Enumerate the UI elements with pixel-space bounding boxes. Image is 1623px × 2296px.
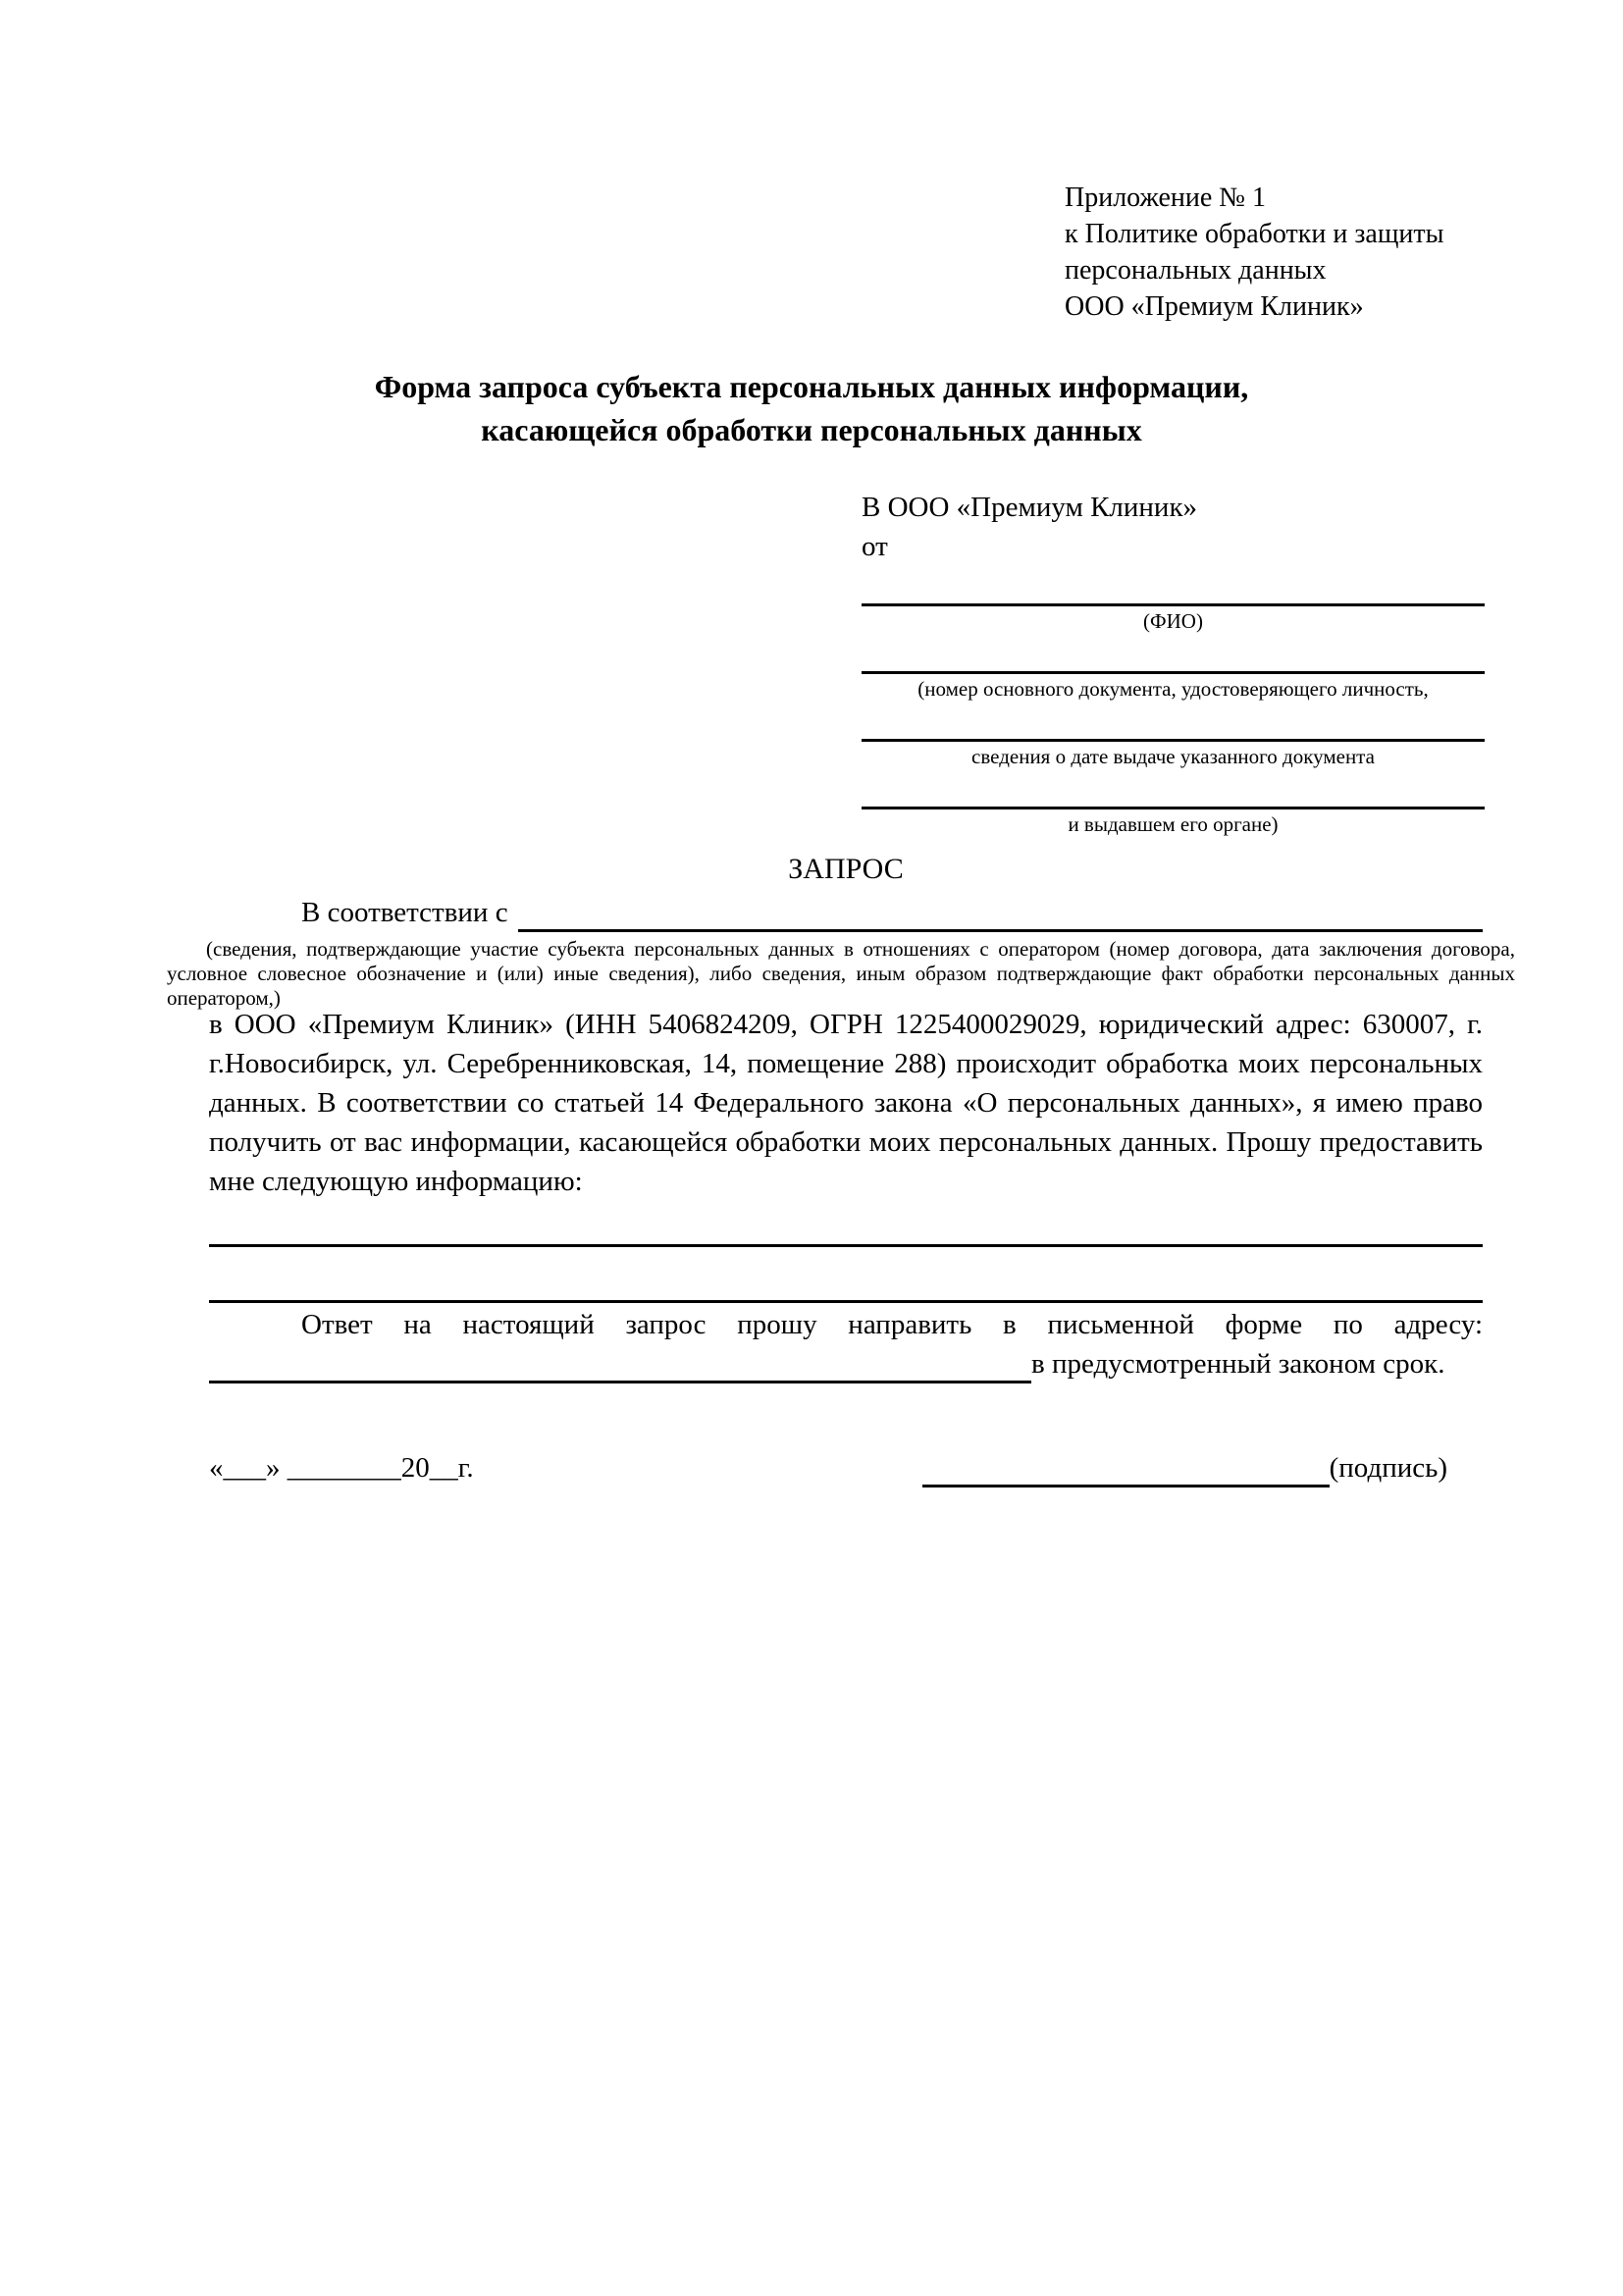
document-title (0, 365, 1623, 451)
intro-label: В соответствии с (301, 897, 508, 928)
reply-address-row (209, 1344, 1483, 1383)
issuing-authority-caption: и выдавшем его органе) (1068, 812, 1279, 836)
document-title-line-1: Форма запроса субъекта персональных данных информации, (374, 369, 1249, 404)
issuing-authority-field (862, 807, 1485, 837)
appendix-line-3: персональных данных (1065, 255, 1327, 286)
intro-fill-line (518, 894, 1483, 932)
issue-date-field (862, 739, 1485, 769)
info-blank-line-2 (209, 1300, 1483, 1303)
appendix-line-4: ООО «Премиум Клиник» (1065, 291, 1364, 322)
reply-tail: в предусмотренный законом срок. (1031, 1348, 1445, 1380)
reply-paragraph (209, 1305, 1483, 1383)
reply-line: Ответ на настоящий запрос прошу направить в письменной форме по адресу: (301, 1309, 1483, 1340)
id-document-caption: (номер основного документа, удостоверяющего личность, (917, 677, 1429, 701)
request-heading: ЗАПРОС (788, 853, 904, 885)
addressee-to: В ООО «Премиум Клиник» (862, 492, 1198, 523)
fio-field (862, 603, 1485, 634)
address-fill-line (209, 1345, 1031, 1383)
body-paragraph: в ООО «Премиум Клиник» (ИНН 5406824209, ОГРН 1225400029029, юридический адрес: 630007, г. г.Новосибирск, ул. Серебренниковская, 14, помещение 288) происходит обработка моих персональных данных. В соответствии со статьей 14 Федерального закона «О персональных данных», я имею право получить от вас информации, касающейся обработки моих персональных данных. Прошу предоставить мне следующую информацию: (209, 1009, 1483, 1197)
info-blank-line-1 (209, 1244, 1483, 1247)
addressee-from-label: от (862, 531, 888, 562)
signature-fill-line (922, 1449, 1330, 1487)
appendix-line-1: Приложение № 1 (1065, 183, 1266, 213)
intro-line (209, 893, 1483, 932)
appendix-block (1065, 180, 1443, 325)
signature-group (922, 1448, 1447, 1487)
signature-caption: (подпись) (1329, 1452, 1447, 1484)
fio-caption: (ФИО) (1143, 609, 1203, 633)
date-line: «___» ________20__г. (209, 1452, 474, 1484)
addressee-block (862, 488, 1485, 837)
fine-print-note: (сведения, подтверждающие участие субъекта персональных данных в отношениях с оператором (номер договора, дата заключения договора, условное словесное обозначение и (или) иные сведения), либо сведения, иным образом подтверждающие факт обработки персональных данных оператором,) (167, 937, 1515, 1010)
document-title-line-2: касающейся обработки персональных данных (481, 412, 1142, 447)
issue-date-caption: сведения о дате выдаче указанного документа (971, 745, 1375, 768)
id-document-field (862, 671, 1485, 702)
appendix-line-2: к Политике обработки и защиты (1065, 219, 1444, 249)
footer-row (209, 1448, 1483, 1487)
